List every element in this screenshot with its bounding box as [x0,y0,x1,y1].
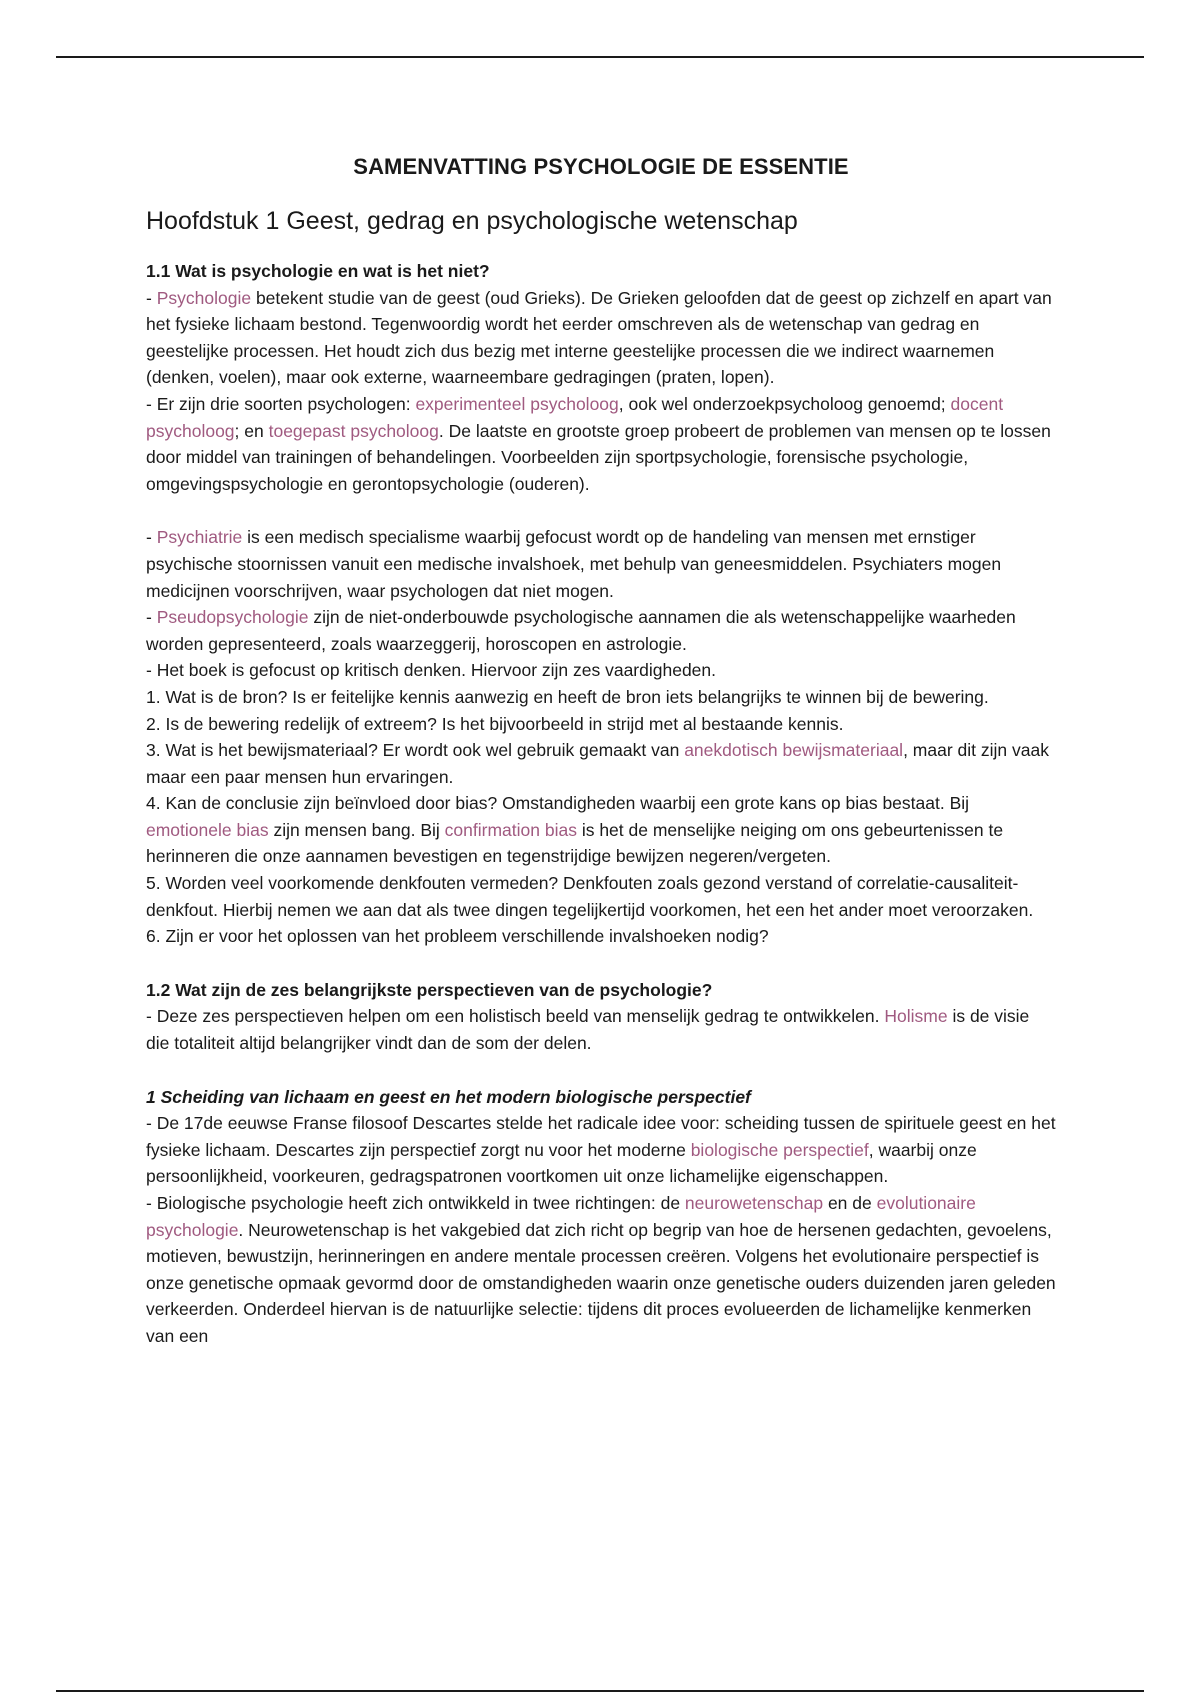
document-page [146,150,1056,1350]
blank-line [146,950,1056,977]
paragraph-text: is de visie die totaliteit altijd belangrijker vindt dan de som der delen. [146,1006,1030,1054]
chapter-heading: Hoofdstuk 1 Geest, gedrag en psychologische wetenschap [146,207,798,235]
paragraph-text: ; en [234,420,269,441]
term-anekdotisch-bewijsmateriaal: anekdotisch bewijsmateriaal [684,740,904,761]
paragraph-text: - Biologische psychologie heeft zich ontwikkeld in twee richtingen: de [146,1193,685,1213]
paragraph-perspectieven [146,1003,1056,1056]
paragraph-text: en de [823,1193,877,1213]
paragraph-text: - Deze zes perspectieven helpen om een holistisch beeld van menselijk gedrag te ontwikkelen. [146,1006,880,1027]
paragraph-pseudopsychologie [146,604,1056,657]
paragraph-text: zijn de niet-onderbouwde psychologische aannamen die als wetenschappelijke waarheden worden gepresenteerd, zoals waarzeggerij, horoscopen en astrologie. [146,607,1016,654]
paragraph-text: - De 17de eeuwse Franse filosoof Descartes stelde het radicale idee voor: scheiding tussen de spirituele geest en het fysieke lichaam. Descartes zijn perspectief zorgt nu voor het moderne [146,1113,1056,1160]
paragraph-text: 3. Wat is het bewijsmateriaal? Er wordt ook wel gebruik gemaakt van [146,740,685,761]
list-item-1: 1. Wat is de bron? Is er feitelijke kennis aanwezig en heeft de bron iets belangrijks te winnen bij de bewering. [146,686,989,707]
term-evolutionaire-psychologie: evolutionaire psychologie [146,1193,976,1240]
term-biologische-perspectief: biologische perspectief [690,1139,869,1160]
section-heading-1-1: 1.1 Wat is psychologie en wat is het niet? [146,261,490,281]
paragraph-text: betekent studie van de geest (oud Grieks). De Grieken geloofden dat de geest op zichzelf en apart van het fysieke lichaam bestond. Tegenwoordig wordt het eerder omschreven als de wetenschap van gedrag en geestelijke processen. Het houdt zich dus bezig met interne geestelijke processen die we indirect waarnemen (denken, voelen), maar ook externe, waarneembare gedragingen (praten, lopen). [146,287,1052,388]
blank-line [146,497,1056,524]
paragraph-psychiatrie [146,524,1056,604]
paragraph-psychologie [146,285,1056,391]
term-docent-psycholoog: docent psycholoog [146,393,1004,441]
paragraph-text: , maar dit zijn vaak maar een paar mensen hun ervaringen. [146,740,1049,787]
header-rule [56,56,1144,58]
section-heading-1-2: 1.2 Wat zijn de zes belangrijkste perspectieven van de psychologie? [146,979,713,1000]
term-psychologie: Psychologie [156,287,252,308]
list-item-5: 5. Worden veel voorkomende denkfouten vermeden? Denkfouten zoals gezond verstand of correlatie-causaliteit-denkfout. Hierbij nemen we aan dat als twee dingen tegelijkertijd voorkomen, het een het ander moet veroorzaken. [146,873,1034,920]
paragraph-text: , ook wel onderzoekpsycholoog genoemd; [618,393,951,414]
paragraph-psychologen [146,391,1056,497]
document-title: SAMENVATTING PSYCHOLOGIE DE ESSENTIE [353,154,849,179]
paragraph-text: is een medisch specialisme waarbij gefocust wordt op de handeling van mensen met ernstiger psychische stoornissen vanuit een medische invalshoek, met behulp van geneesmiddelen. Psychiaters mogen medicijnen voorschrijven, waar psychologen dat niet mogen. [146,527,1002,601]
list-item-2: 2. Is de bewering redelijk of extreem? Is het bijvoorbeeld in strijd met al bestaande kennis. [146,713,844,734]
term-emotionele-bias: emotionele bias [146,819,269,840]
list-item-6: 6. Zijn er voor het oplossen van het probleem verschillende invalshoeken nodig? [146,926,769,947]
paragraph-text: . De laatste en grootste groep probeert de problemen van mensen op te lossen door middel van trainingen of behandelingen. Voorbeelden zijn sportpsychologie, forensische psychologie, omgevingspsychologie en gerontopsychologie (ouderen). [146,420,1051,494]
list-item-3 [146,737,1056,790]
term-holisme: Holisme [884,1006,948,1027]
paragraph-text: 4. Kan de conclusie zijn beïnvloed door bias? Omstandigheden waarbij een grote kans op bias bestaat. Bij [146,793,970,814]
paragraph-text: . Neurowetenschap is het vakgebied dat zich richt op begrip van hoe de hersenen gedachten, gevoelens, motieven, bewustzijn, herinneringen en andere mentale processen creëren. Volgens het evolutionaire perspectief is onze genetische opmaak gevormd door de omstandigheden waarin onze genetische ouders duizenden jaren geleden verkeerden. Onderdeel hiervan is de natuurlijke selectie: tijdens dit proces evolueerden de lichamelijke kenmerken van een [146,1219,1056,1346]
paragraph-text: , waarbij onze persoonlijkheid, voorkeuren, gedragspatronen voortkomen uit onze lichamelijke eigenschappen. [146,1139,977,1187]
blank-line [146,1057,1056,1084]
footer-rule [56,1690,1144,1692]
paragraph-text: zijn mensen bang. Bij [268,819,445,840]
subsection-heading: 1 Scheiding van lichaam en geest en het modern biologische perspectief [146,1086,751,1107]
paragraph-kritisch-denken: - Het boek is gefocust op kritisch denken. Hiervoor zijn zes vaardigheden. [146,660,717,681]
paragraph-text: is het de menselijke neiging om ons gebeurtenissen te herinneren die onze aannamen bevestigen en tegenstrijdige bewijzen negeren/vergeten. [146,819,1004,867]
dash: - [146,287,157,308]
term-experimenteel-psycholoog: experimenteel psycholoog [415,393,619,414]
paragraph-text: - Er zijn drie soorten psychologen: [146,393,416,414]
list-item-4 [146,790,1056,870]
paragraph-descartes [146,1110,1056,1190]
term-neurowetenschap: neurowetenschap [684,1193,824,1213]
term-pseudopsychologie: Pseudopsychologie [156,607,309,628]
term-psychiatrie: Psychiatrie [156,527,243,548]
term-confirmation-bias: confirmation bias [444,819,577,840]
term-toegepast-psycholoog: toegepast psycholoog [268,420,439,441]
dash: - [146,607,157,628]
paragraph-biologische-psychologie [146,1190,1056,1350]
dash: - [146,527,157,548]
